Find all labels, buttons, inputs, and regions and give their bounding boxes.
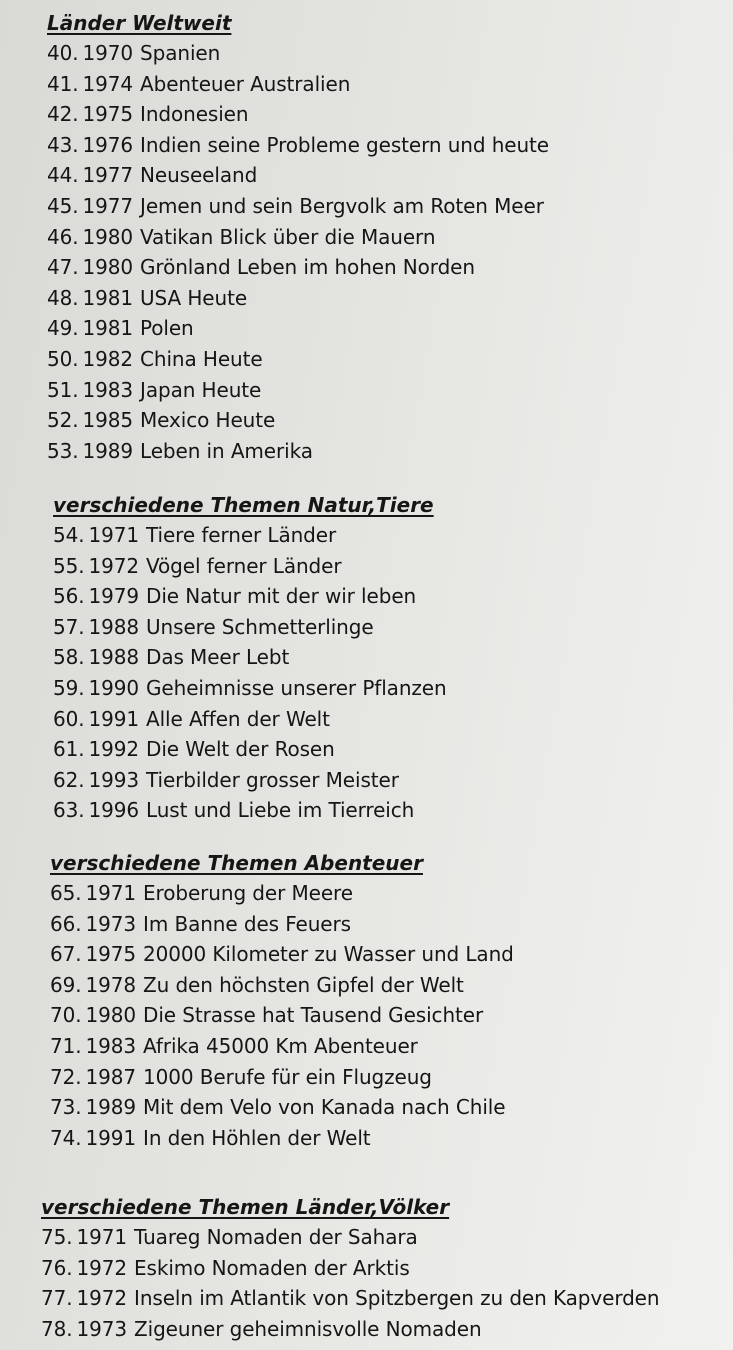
item-title: Unsere Schmetterlinge bbox=[146, 614, 374, 639]
item-year: 1988 bbox=[88, 614, 140, 639]
item-year: 1993 bbox=[88, 767, 140, 792]
item-number: 56. bbox=[53, 584, 85, 609]
list-item bbox=[50, 1092, 514, 1123]
list-item bbox=[47, 436, 549, 467]
item-title: Alle Affen der Welt bbox=[146, 706, 330, 731]
item-title: Eskimo Nomaden der Arktis bbox=[134, 1255, 410, 1280]
item-year: 1971 bbox=[76, 1225, 128, 1249]
item-number: 61. bbox=[53, 737, 85, 762]
item-year: 1972 bbox=[88, 553, 140, 578]
item-year: 1992 bbox=[88, 737, 140, 762]
item-number: 62. bbox=[53, 767, 85, 792]
list-item bbox=[47, 283, 549, 314]
item-year: 1983 bbox=[85, 1033, 137, 1058]
item-number: 76. bbox=[41, 1255, 73, 1280]
item-title: Inseln im Atlantik von Spitzbergen zu den Kapverden bbox=[134, 1286, 660, 1311]
list-item bbox=[50, 1000, 514, 1031]
item-year: 1985 bbox=[82, 408, 134, 433]
item-title: Das Meer Lebt bbox=[146, 645, 290, 670]
item-year: 1982 bbox=[82, 346, 134, 371]
item-year: 1981 bbox=[82, 316, 134, 341]
item-number: 65. bbox=[50, 881, 82, 905]
item-title: Leben in Amerika bbox=[140, 438, 313, 463]
item-year: 1996 bbox=[88, 798, 140, 823]
section-abenteuer bbox=[50, 848, 514, 1153]
list-item bbox=[53, 765, 447, 796]
list-item bbox=[53, 704, 447, 735]
item-number: 43. bbox=[47, 132, 79, 157]
item-number: 47. bbox=[47, 255, 79, 280]
list-item bbox=[47, 191, 549, 222]
item-number: 41. bbox=[47, 71, 79, 96]
list-item bbox=[53, 581, 447, 612]
item-number: 78. bbox=[41, 1316, 73, 1341]
list-item bbox=[47, 222, 549, 253]
item-number: 63. bbox=[53, 798, 85, 823]
item-title: 20000 Kilometer zu Wasser und Land bbox=[143, 942, 514, 967]
item-title: Polen bbox=[140, 316, 194, 341]
item-year: 1980 bbox=[85, 1003, 137, 1028]
item-title: Die Natur mit der wir leben bbox=[146, 584, 417, 609]
item-title: Vögel ferner Länder bbox=[146, 553, 342, 578]
item-title: 1000 Berufe für ein Flugzeug bbox=[143, 1064, 432, 1089]
item-year: 1971 bbox=[85, 881, 137, 905]
item-number: 69. bbox=[50, 972, 82, 997]
item-number: 70. bbox=[50, 1003, 82, 1028]
film-list bbox=[41, 1222, 659, 1344]
list-item bbox=[50, 970, 514, 1001]
list-item bbox=[41, 1222, 659, 1253]
list-item bbox=[47, 130, 549, 161]
item-number: 48. bbox=[47, 285, 79, 310]
film-list bbox=[50, 878, 514, 1153]
item-number: 42. bbox=[47, 102, 79, 127]
list-item bbox=[53, 673, 447, 704]
item-title: Zigeuner geheimnisvolle Nomaden bbox=[134, 1316, 482, 1341]
item-title: Abenteuer Australien bbox=[140, 71, 351, 96]
list-item bbox=[53, 551, 447, 582]
item-title: Spanien bbox=[140, 41, 221, 65]
item-number: 71. bbox=[50, 1033, 82, 1058]
item-year: 1974 bbox=[82, 71, 134, 96]
item-title: Afrika 45000 Km Abenteuer bbox=[143, 1033, 418, 1058]
item-year: 1990 bbox=[88, 675, 140, 700]
item-year: 1972 bbox=[76, 1286, 128, 1311]
item-number: 77. bbox=[41, 1286, 73, 1311]
section-heading: verschiedene Themen Länder,Völker bbox=[41, 1195, 450, 1219]
item-number: 59. bbox=[53, 675, 85, 700]
item-title: Tuareg Nomaden der Sahara bbox=[134, 1225, 418, 1249]
list-item bbox=[50, 909, 514, 940]
item-title: Die Welt der Rosen bbox=[146, 737, 335, 762]
item-title: Tiere ferner Länder bbox=[146, 523, 337, 547]
item-title: Zu den höchsten Gipfel der Welt bbox=[143, 972, 464, 997]
item-title: Mit dem Velo von Kanada nach Chile bbox=[143, 1095, 506, 1120]
item-number: 46. bbox=[47, 224, 79, 249]
item-number: 53. bbox=[47, 438, 79, 463]
list-item bbox=[47, 160, 549, 191]
list-item bbox=[50, 878, 514, 909]
item-title: Im Banne des Feuers bbox=[143, 911, 351, 936]
list-item bbox=[50, 939, 514, 970]
item-year: 1991 bbox=[88, 706, 140, 731]
list-item bbox=[41, 1253, 659, 1284]
item-number: 72. bbox=[50, 1064, 82, 1089]
item-year: 1980 bbox=[82, 224, 134, 249]
item-year: 1979 bbox=[88, 584, 140, 609]
item-number: 51. bbox=[47, 377, 79, 402]
list-item bbox=[47, 375, 549, 406]
item-year: 1989 bbox=[82, 438, 134, 463]
list-item bbox=[41, 1314, 659, 1345]
item-title: In den Höhlen der Welt bbox=[143, 1125, 371, 1150]
item-title: Grönland Leben im hohen Norden bbox=[140, 255, 475, 280]
list-item bbox=[50, 1123, 514, 1154]
item-year: 1977 bbox=[82, 163, 134, 188]
item-number: 55. bbox=[53, 553, 85, 578]
list-item bbox=[50, 1062, 514, 1093]
item-year: 1983 bbox=[82, 377, 134, 402]
item-number: 49. bbox=[47, 316, 79, 341]
item-year: 1975 bbox=[85, 942, 137, 967]
item-year: 1981 bbox=[82, 285, 134, 310]
item-number: 58. bbox=[53, 645, 85, 670]
list-item bbox=[47, 313, 549, 344]
item-year: 1970 bbox=[82, 41, 134, 65]
item-number: 54. bbox=[53, 523, 85, 547]
item-number: 66. bbox=[50, 911, 82, 936]
item-number: 57. bbox=[53, 614, 85, 639]
section-heading: verschiedene Themen Natur,Tiere bbox=[53, 493, 434, 517]
item-title: Indien seine Probleme gestern und heute bbox=[140, 132, 550, 157]
item-year: 1988 bbox=[88, 645, 140, 670]
list-item bbox=[47, 252, 549, 283]
item-title: Tierbilder grosser Meister bbox=[146, 767, 399, 792]
item-number: 60. bbox=[53, 706, 85, 731]
film-list bbox=[53, 520, 447, 826]
item-year: 1976 bbox=[82, 132, 134, 157]
list-item bbox=[41, 1283, 659, 1314]
item-title: China Heute bbox=[140, 346, 263, 371]
list-item bbox=[53, 520, 447, 551]
list-item bbox=[53, 734, 447, 765]
item-year: 1973 bbox=[85, 911, 137, 936]
section-laender-voelker bbox=[41, 1192, 659, 1344]
item-year: 1977 bbox=[82, 193, 134, 218]
item-year: 1989 bbox=[85, 1095, 137, 1120]
item-number: 67. bbox=[50, 942, 82, 967]
item-year: 1971 bbox=[88, 523, 140, 547]
item-number: 44. bbox=[47, 163, 79, 188]
item-title: Lust und Liebe im Tierreich bbox=[146, 798, 415, 823]
section-laender-weltweit bbox=[47, 8, 549, 466]
item-title: Die Strasse hat Tausend Gesichter bbox=[143, 1003, 484, 1028]
item-year: 1980 bbox=[82, 255, 134, 280]
list-item bbox=[50, 1031, 514, 1062]
item-number: 45. bbox=[47, 193, 79, 218]
item-year: 1978 bbox=[85, 972, 137, 997]
item-title: Vatikan Blick über die Mauern bbox=[140, 224, 436, 249]
item-title: Eroberung der Meere bbox=[143, 881, 353, 905]
item-year: 1973 bbox=[76, 1316, 128, 1341]
list-item bbox=[47, 99, 549, 130]
list-item bbox=[53, 642, 447, 673]
item-number: 74. bbox=[50, 1125, 82, 1150]
item-title: Neuseeland bbox=[140, 163, 258, 188]
item-number: 50. bbox=[47, 346, 79, 371]
item-year: 1975 bbox=[82, 102, 134, 127]
list-item bbox=[47, 69, 549, 100]
list-item bbox=[47, 405, 549, 436]
item-title: Japan Heute bbox=[140, 377, 262, 402]
item-number: 73. bbox=[50, 1095, 82, 1120]
list-item bbox=[53, 795, 447, 826]
item-number: 75. bbox=[41, 1225, 73, 1249]
section-heading: verschiedene Themen Abenteuer bbox=[50, 851, 423, 875]
item-year: 1991 bbox=[85, 1125, 137, 1150]
film-list bbox=[47, 38, 549, 466]
list-item bbox=[47, 38, 549, 69]
item-number: 40. bbox=[47, 41, 79, 65]
item-title: USA Heute bbox=[140, 285, 248, 310]
list-item bbox=[47, 344, 549, 375]
section-heading: Länder Weltweit bbox=[47, 11, 232, 35]
item-year: 1972 bbox=[76, 1255, 128, 1280]
item-title: Geheimnisse unserer Pflanzen bbox=[146, 675, 447, 700]
item-year: 1987 bbox=[85, 1064, 137, 1089]
item-number: 52. bbox=[47, 408, 79, 433]
item-title: Indonesien bbox=[140, 102, 249, 127]
list-item bbox=[53, 612, 447, 643]
section-natur-tiere bbox=[53, 490, 447, 826]
item-title: Mexico Heute bbox=[140, 408, 276, 433]
item-title: Jemen und sein Bergvolk am Roten Meer bbox=[140, 193, 544, 218]
